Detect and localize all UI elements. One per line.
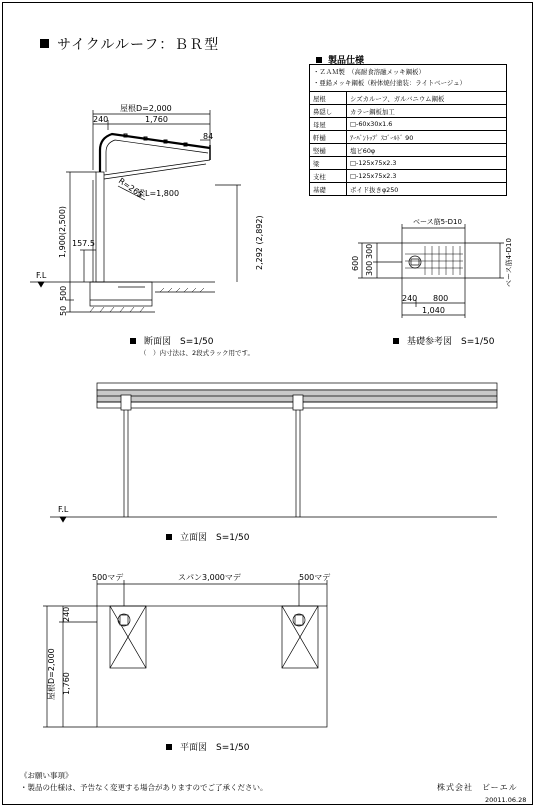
section-post (96, 172, 104, 282)
footer-note-heading: 《お願い事項》 (20, 771, 73, 780)
company-name: 株式会社 ビーエル (437, 783, 518, 792)
spec-row: 梁 □-125x75x2.3 (310, 157, 507, 170)
plan-span: スパン3,000マデ (178, 573, 241, 582)
dim-1900: 1,900(2,500) (58, 205, 67, 258)
drawing-title: サイクルルーフ：ＢＲ型 (40, 34, 219, 54)
plan-roof-d: 屋根D=2,000 (47, 648, 56, 700)
dim-roof-d: 屋根D=2,000 (120, 104, 172, 113)
spec-row: 基礎 ボイド抜きφ250 (310, 183, 507, 196)
foundation-view (358, 224, 504, 318)
dim-157: 157.5 (72, 239, 95, 248)
dim-240: 240 (93, 115, 109, 124)
spec-row: 母屋 □-60x30x1.6 (310, 118, 507, 131)
dim-300a: 300 (365, 243, 374, 259)
section-foundation (90, 282, 152, 306)
plan-caption: 平面図 S=1/50 (166, 740, 249, 753)
dim-84: 84 (203, 132, 214, 141)
plan-left: 500マデ (92, 573, 124, 582)
elev-fl-label: F.L (58, 505, 69, 514)
section-caption: 断面図 S=1/50 (130, 334, 213, 347)
elevation-roof (97, 383, 497, 390)
section-beam (104, 160, 210, 175)
section-roof (100, 134, 210, 172)
dim-600: 600 (351, 255, 360, 271)
spec-row: 鼻隠し カラー鋼板加工 (310, 105, 507, 118)
drawing-date: 20011.06.28 (485, 796, 527, 804)
elevation-view (50, 383, 497, 522)
footer-note: ・製品の仕様は、予告なく変更する場合がありますのでご了承ください。 (20, 783, 268, 792)
dim-beam: 梁L=1,800 (137, 189, 180, 198)
dim-500: 500 (59, 285, 68, 301)
dim-f240: 240 (402, 294, 418, 303)
spec-heading: 製品仕様 (316, 53, 364, 66)
foundation-caption: 基礎参考図 S=1/50 (393, 334, 494, 347)
elevation-caption: 立面図 S=1/50 (166, 530, 249, 543)
fl-label: F.L (36, 271, 47, 280)
foundation-plan (402, 243, 465, 278)
plan-view (43, 580, 327, 727)
dim-1040: 1,040 (422, 306, 445, 315)
plan-right: 500マデ (299, 573, 331, 582)
base-bar-side: ベース筋4-D10 (505, 238, 513, 287)
spec-note-1: ・ＺＡＭ製 （高耐食溶融メッキ鋼板） (313, 68, 425, 76)
dim-300b: 300 (365, 260, 374, 276)
spec-row: 竪樋 塩ビ60φ (310, 144, 507, 157)
dim-2292: 2,292 (2,892) (255, 215, 264, 270)
plan-1760: 1,760 (62, 672, 71, 695)
dim-50: 50 (59, 305, 68, 316)
spec-row: 屋根 シズカルーフ、ガルバニウム鋼板 (310, 92, 507, 105)
spec-note-2: ・亜鉛メッキ鋼板（粉体焼付塗装：ライトベージュ） (313, 79, 466, 87)
base-bar-top: ベース筋5-D10 (413, 218, 462, 226)
dim-1760: 1,760 (145, 115, 168, 124)
dim-radius: R=265 (116, 176, 145, 200)
dim-800: 800 (433, 294, 449, 303)
spec-row: 支柱 □-125x75x2.3 (310, 170, 507, 183)
spec-row: 軒樋 ｱｰﾊﾞﾝﾄｯﾌﾟ ｽｺﾞｰﾙﾄﾞ 90 (310, 131, 507, 144)
section-note: （ ）内寸法は、2段式ラック用です。 (140, 349, 254, 357)
plan-240: 240 (62, 606, 71, 622)
